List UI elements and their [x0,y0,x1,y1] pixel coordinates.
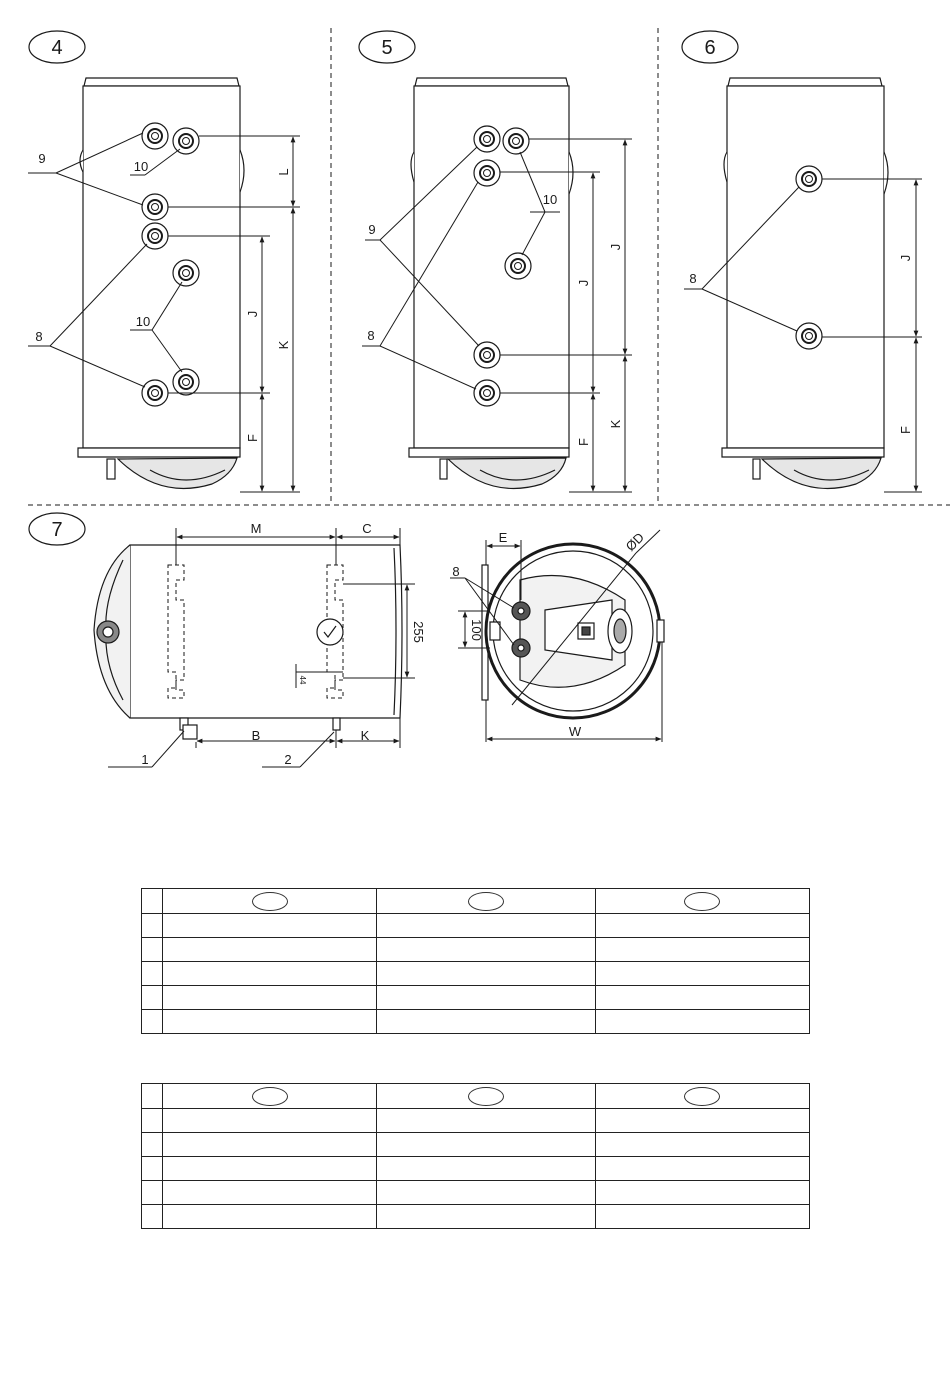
dim-J: J [576,279,591,287]
callout-9: 9 [368,222,376,237]
callout-8: 8 [35,329,43,344]
dim-W: W [568,724,582,739]
table-row [142,1133,810,1157]
dim-F: F [898,426,913,434]
callout-8: 8 [367,328,375,343]
callout-10: 10 [542,192,558,207]
callout-10: 10 [133,159,149,174]
dim-L: L [276,168,291,176]
dimensions-table-1 [141,888,810,1034]
dim-M: M [250,521,262,536]
figure-6-badge [682,31,738,63]
svg-text:5: 5 [381,37,393,59]
callout-8: 8 [689,271,697,286]
figure-5-badge [359,31,415,63]
table-row [142,914,810,938]
table-row [142,1205,810,1229]
dim-255: 255 [411,621,426,643]
table-row [142,938,810,962]
table-row [142,986,810,1010]
callout-9: 9 [38,151,46,166]
dim-K: K [360,728,370,743]
dim-100: 100 [469,619,484,641]
figure-4-badge [29,31,85,63]
table-row [142,1157,810,1181]
figure-7 [29,513,664,767]
dim-K: K [608,419,623,429]
callout-2: 2 [284,752,292,767]
model-badge [252,1087,288,1106]
svg-text:7: 7 [51,519,63,541]
horizontal-tank-side-view [94,545,402,739]
table-row [142,1010,810,1034]
callout-8: 8 [452,564,460,579]
figure-6 [682,31,922,492]
callout-1: 1 [141,752,149,767]
figure-4 [28,31,300,492]
table-row [142,1109,810,1133]
figure-5 [359,31,632,492]
callout-10: 10 [135,314,151,329]
svg-text:4: 4 [51,37,63,59]
dim-D: ØD [622,529,648,555]
dim-F: F [576,438,591,446]
dim-J: J [608,243,623,251]
table-header-row [142,1084,810,1109]
svg-text:6: 6 [704,37,716,59]
dimensions-table-2 [141,1083,810,1229]
table-row [142,962,810,986]
figure-7-badge [29,513,85,545]
model-badge [684,1087,720,1106]
model-badge [468,1087,504,1106]
table-header-row [142,889,810,914]
dim-F: F [245,434,260,442]
dim-C: C [362,521,372,536]
model-badge [252,892,288,911]
dim-44: 44 [298,675,307,685]
dimension-arrows [262,137,293,491]
model-badge [684,892,720,911]
dim-E: E [498,530,508,545]
dimension-arrows [593,140,625,491]
dim-K: K [276,340,291,350]
dim-B: B [251,728,261,743]
model-badge [468,892,504,911]
tank-body [722,78,888,488]
dim-J: J [245,310,260,318]
dim-J: J [898,254,913,262]
table-row [142,1181,810,1205]
